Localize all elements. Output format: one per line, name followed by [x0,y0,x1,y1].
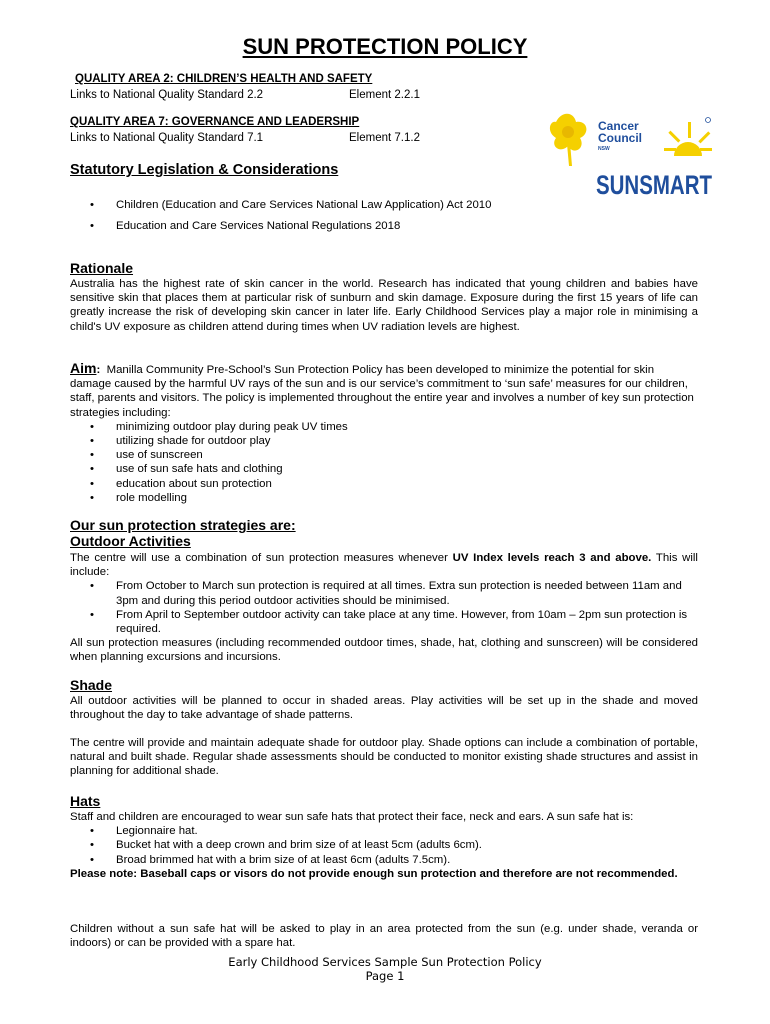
cancer-council-sunsmart-logo [548,108,714,202]
aim-colon: : [96,364,101,376]
shade-heading: Shade [70,677,113,693]
footer-title: Early Childhood Services Sample Sun Protection Policy [228,955,542,969]
quality-area-2-element: Element 2.2.1 [349,89,420,101]
strategies-heading: Our sun protection strategies are: [70,517,296,533]
aim-text: Manilla Community Pre-School’s Sun Protection Policy has been developed to minimize the potential for skin damage caused by the harmful UV rays of the sun and is our service’s commitment to ‘sun safe’ measures for our children, staff, parents and visitors. The policy is implemented throughout the entire year and involves a number of key sun protection strategies including: [70,364,694,419]
logo-line1: Cancer [598,119,639,133]
logo-line3: NSW [598,146,610,152]
outdoor-closing: All sun protection measures (including recommended outdoor times, shade, hat, clothing and sunscreen) will be considered when planning excursions and incursions. [70,637,698,664]
daffodil-sun-icon [548,108,714,202]
footer-page-number: Page 1 [365,969,405,983]
hat-item: • Broad brimmed hat with a brim size of at least 6cm (adults 7.5cm). [70,853,698,867]
shade-paragraph-2: The centre will provide and maintain adequate shade for outdoor play. Shade options can include a combination of portable, natural and built shade. Regular shade assessments should be conducted to monitor existing shade structures and assist in planning for additional shade. [70,737,698,778]
outdoor-activities-section [70,551,698,665]
outdoor-item: • From October to March sun protection is required at all times. Extra sun protection is needed between 11am and 3pm and during this period outdoor activities should be minimised. [70,579,698,607]
aim-heading: Aim [70,360,97,376]
statutory-item: • Children (Education and Care Services National Law Application) Act 2010 [70,198,520,212]
aim-item: • use of sunscreen [70,448,698,462]
aim-item: • use of sun safe hats and clothing [70,462,698,476]
quality-area-7-element: Element 7.1.2 [349,132,420,144]
aim-item: • minimizing outdoor play during peak UV times [70,420,698,434]
statutory-item: • Education and Care Services National Regulations 2018 [70,219,520,233]
aim-item: • education about sun protection [70,477,698,491]
hats-note: Please note: Baseball caps or visors do not provide enough sun protection and therefore are not recommended. [70,867,678,880]
quality-area-7-links: Links to National Quality Standard 7.1 [70,132,264,144]
quality-area-2-links: Links to National Quality Standard 2.2 [70,89,264,101]
outdoor-activities-heading: Outdoor Activities [70,533,191,549]
statutory-list [70,198,520,233]
rationale-text: Australia has the highest rate of skin cancer in the world. Research has indicated that young children and babies have sensitive skin that places them at particular risk of sunburn and skin damage. Exposure during the first 15 years of life can greatly increase the risk of developing skin cancer in later life. Early Childhood Services play a major role in minimising a child's UV exposure as children attend during times when UV radiation levels are highest. [70,278,698,333]
quality-area-2-heading: QUALITY AREA 2: CHILDREN’S HEALTH AND SAFETY [75,73,373,85]
aim-section [70,361,698,505]
aim-item: • role modelling [70,491,698,505]
shade-paragraph-1: All outdoor activities will be planned to occur in shaded areas. Play activities will be set up in the shade and moved throughout the day to take advantage of shade patterns. [70,695,698,722]
outdoor-intro-end: This will include: [70,552,698,579]
hats-intro: Staff and children are encouraged to wear sun safe hats that protect their face, neck and ears. A sun safe hat is: [70,811,634,823]
hats-closing: Children without a sun safe hat will be asked to play in an area protected from the sun (e.g. under shade, veranda or indoors) or can be provided with a spare hat. [70,923,698,950]
hat-item: • Legionnaire hat. [70,824,698,838]
rationale-heading: Rationale [70,260,134,276]
outdoor-item: • From April to September outdoor activity can take place at any time. However, from 10am – 2pm sun protection is required. [70,608,698,636]
aim-item: • utilizing shade for outdoor play [70,434,698,448]
logo-line2: Council [598,131,642,145]
hats-heading: Hats [70,793,101,809]
hat-item: • Bucket hat with a deep crown and brim size of at least 5cm (adults 6cm). [70,838,698,852]
uv-index-emphasis: UV Index levels reach 3 and above. [452,552,652,564]
quality-area-7-heading: QUALITY AREA 7: GOVERNANCE AND LEADERSHIP [70,116,360,128]
page-title: SUN PROTECTION POLICY [242,34,528,59]
logo-brand: SUNSMART [596,170,713,200]
statutory-heading: Statutory Legislation & Considerations [70,162,339,178]
hats-section [70,810,698,881]
outdoor-intro: The centre will use a combination of sun protection measures whenever [70,552,448,564]
